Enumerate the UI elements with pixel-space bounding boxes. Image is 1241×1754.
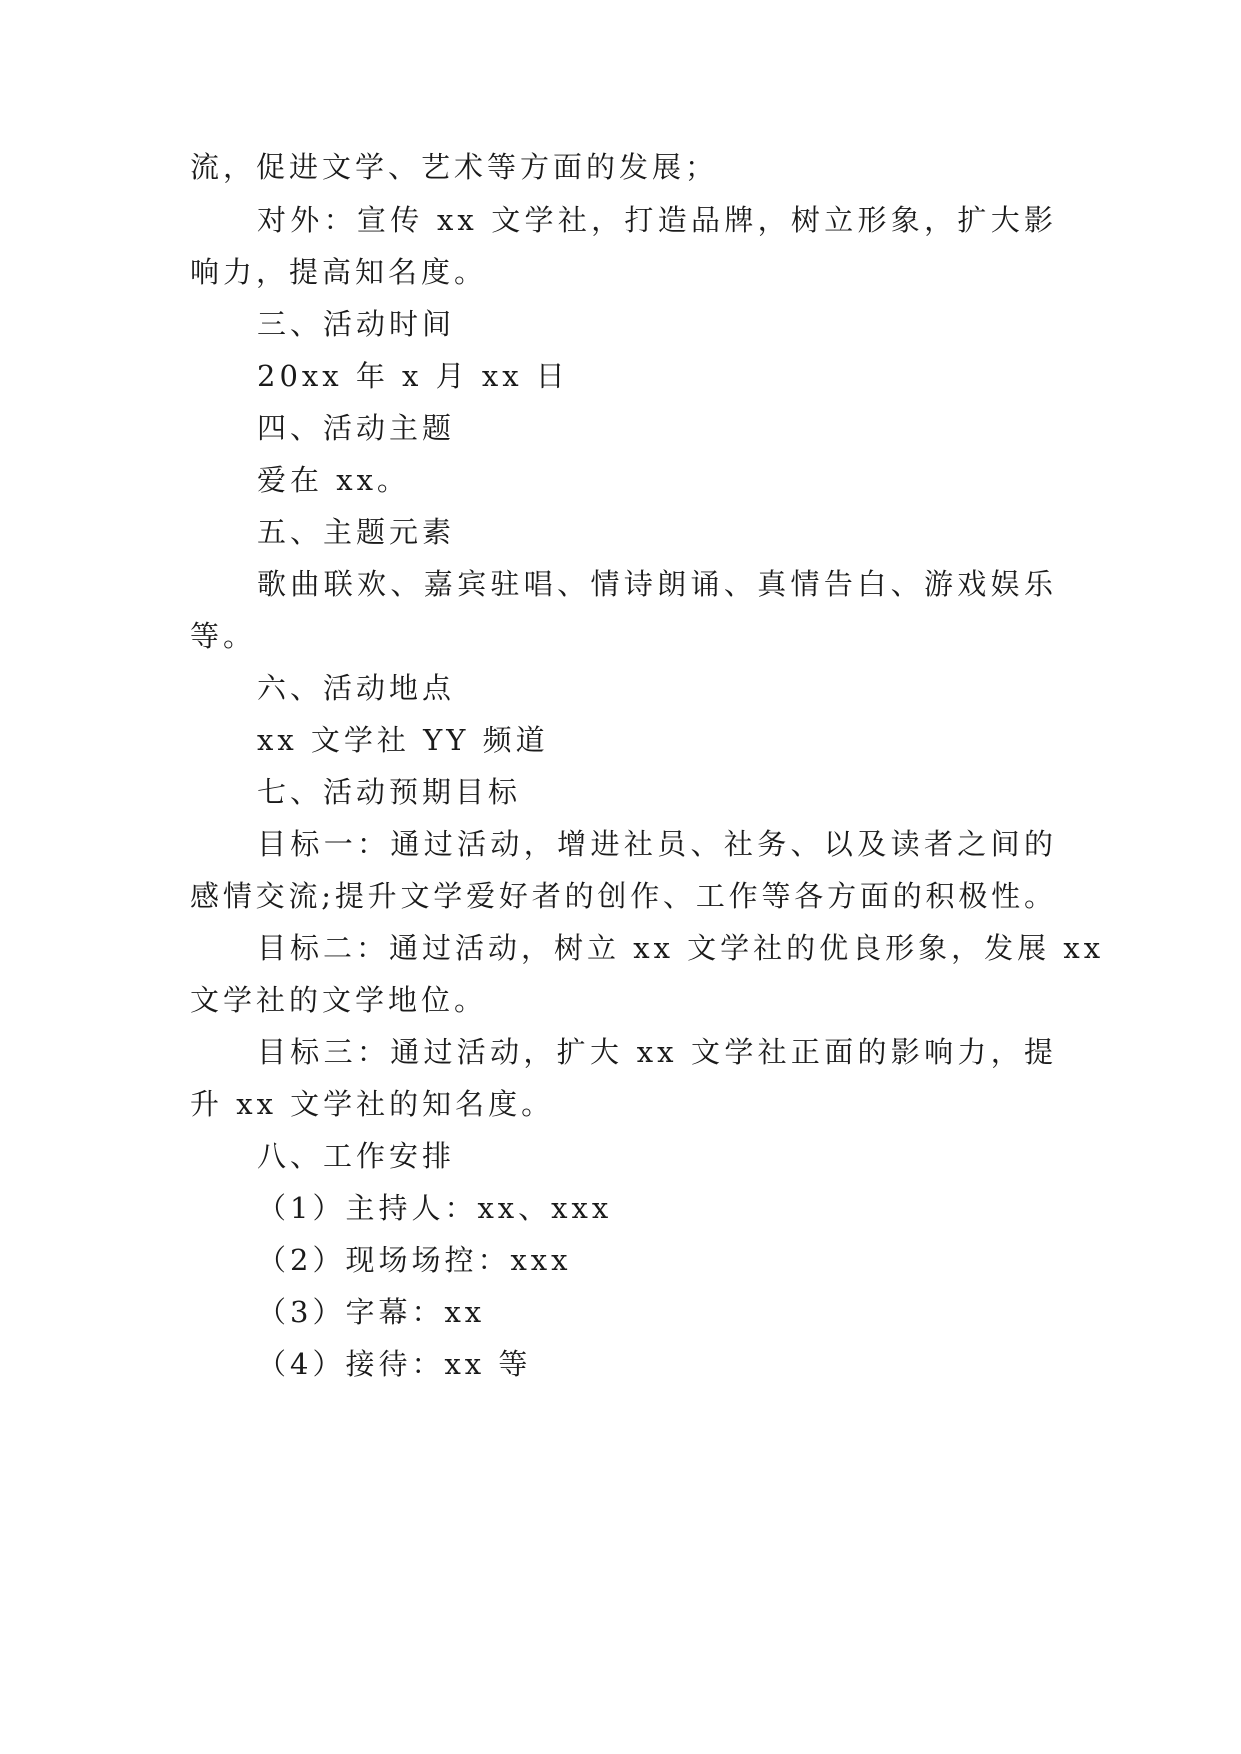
goal-three-cont: 升 xx 文学社的知名度。 (190, 1087, 555, 1121)
activity-location: xx 文学社 YY 频道 (257, 723, 549, 757)
heading-theme-elements: 五、主题元素 (257, 515, 456, 549)
activity-date: 20xx 年 x 月 xx 日 (257, 359, 569, 393)
theme-elements-cont: 等。 (190, 619, 257, 653)
heading-work-arrangement: 八、工作安排 (257, 1139, 456, 1173)
arrangement-field-control: （2）现场场控：xxx (257, 1243, 572, 1277)
goal-one: 目标一：通过活动，增进社员、社务、以及读者之间的 (257, 827, 1057, 861)
goal-two: 目标二：通过活动，树立 xx 文学社的优良形象，发展 xx (257, 931, 1105, 965)
paragraph-external-goal-cont: 响力，提高知名度。 (190, 255, 488, 289)
arrangement-host: （1）主持人：xx、xxx (257, 1191, 613, 1225)
activity-theme: 爱在 xx。 (257, 463, 410, 497)
goal-one-cont: 感情交流;提升文学爱好者的创作、工作等各方面的积极性。 (190, 879, 1055, 913)
heading-expected-goals: 七、活动预期目标 (257, 775, 522, 809)
heading-activity-location: 六、活动地点 (257, 671, 456, 705)
theme-elements: 歌曲联欢、嘉宾驻唱、情诗朗诵、真情告白、游戏娱乐 (257, 567, 1057, 601)
heading-activity-theme: 四、活动主题 (257, 411, 456, 445)
paragraph-continuation: 流，促进文学、艺术等方面的发展； (190, 150, 719, 184)
heading-activity-time: 三、活动时间 (257, 307, 456, 341)
paragraph-external-goal: 对外：宣传 xx 文学社，打造品牌，树立形象，扩大影 (257, 203, 1057, 237)
goal-two-cont: 文学社的文学地位。 (190, 983, 488, 1017)
goal-three: 目标三：通过活动，扩大 xx 文学社正面的影响力，提 (257, 1035, 1057, 1069)
arrangement-reception: （4）接待：xx 等 (257, 1347, 532, 1381)
arrangement-subtitles: （3）字幕：xx (257, 1295, 486, 1329)
